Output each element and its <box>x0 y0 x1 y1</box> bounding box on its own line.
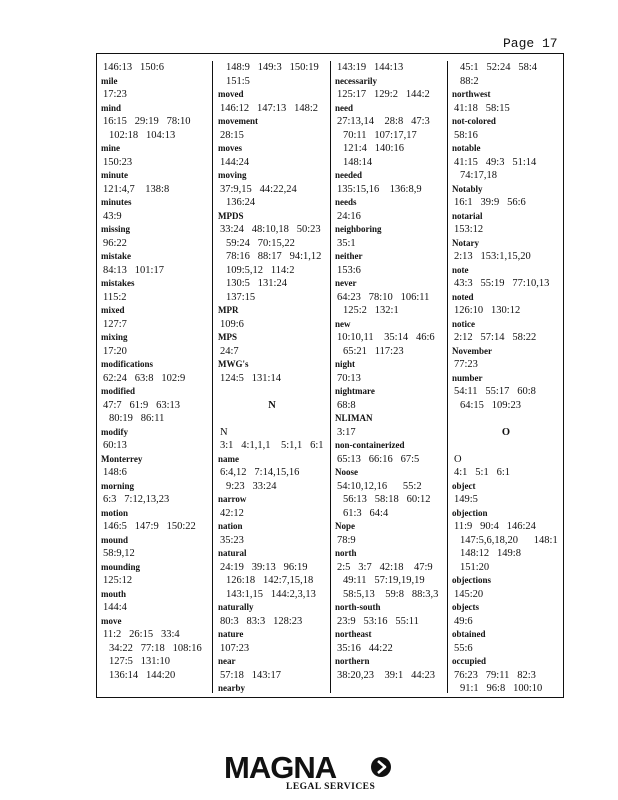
index-term: notarial <box>452 210 483 221</box>
index-column-1 <box>101 61 209 682</box>
index-term: November <box>452 345 492 356</box>
index-term: northern <box>335 656 370 666</box>
index-term: Nope <box>335 521 355 531</box>
page-reference-continued: 74:17,18 <box>460 170 498 181</box>
page-reference: 47:7 61:9 63:13 <box>103 399 181 411</box>
index-term: notable <box>452 143 481 153</box>
index-column-4 <box>452 61 560 696</box>
page-reference: 3:1 4:1,1,1 5:1,1 6:1 <box>220 440 324 451</box>
page-reference-continued: 136:14 144:20 <box>109 669 176 681</box>
page-reference: 127:7 <box>103 318 127 330</box>
page-reference: 143:19 144:13 <box>337 62 404 73</box>
page-reference: 54:11 55:17 60:8 <box>454 386 536 397</box>
logo-wordmark: MAGNA <box>224 750 337 785</box>
page-reference-continued: 127:5 131:10 <box>109 656 170 667</box>
page-reference-continued: 91:1 96:8 100:10 <box>460 683 543 694</box>
page-reference-continued: 151:20 <box>460 561 490 573</box>
page-reference-continued: 148:9 149:3 150:19 <box>226 62 319 73</box>
page-reference: 153:6 <box>337 264 361 276</box>
page-reference: 3:17 <box>337 426 356 438</box>
page-reference: 135:15,16 136:8,9 <box>337 183 422 195</box>
index-term: obtained <box>452 629 486 639</box>
index-term: moved <box>218 89 244 99</box>
index-term: mound <box>101 534 129 545</box>
index-term: Notary <box>452 237 479 248</box>
page-reference-continued: 137:15 <box>226 291 256 303</box>
column-divider <box>330 61 331 693</box>
page-reference: 80:3 83:3 128:23 <box>220 615 303 627</box>
index-term: mixing <box>101 332 128 342</box>
page-reference: 43:9 <box>103 210 122 222</box>
page-reference: 42:12 <box>220 507 244 519</box>
index-term: mouth <box>101 588 127 599</box>
index-term: nightmare <box>335 386 375 396</box>
section-letter-heading: O <box>501 426 511 438</box>
page-reference: 2:12 57:14 58:22 <box>454 332 537 343</box>
page-reference-continued: 59:24 70:15,22 <box>226 237 295 249</box>
index-term: modifications <box>101 359 154 369</box>
page-reference: 57:18 143:17 <box>220 669 281 681</box>
page-reference-continued: 147:5,6,18,20 148:1 <box>460 534 558 546</box>
page-reference: 10:10,11 35:14 46:6 <box>337 332 435 343</box>
page-reference-continued: 148:12 149:8 <box>460 548 521 559</box>
page-reference-continued: 109:5,12 114:2 <box>226 264 295 276</box>
index-term: naturally <box>218 602 254 612</box>
page-reference: 109:6 <box>220 318 244 330</box>
page-reference: 41:18 58:15 <box>454 102 510 114</box>
index-term: never <box>335 278 357 288</box>
page-reference: 11:9 90:4 146:24 <box>454 521 536 532</box>
blank-line <box>218 385 326 399</box>
index-term: northeast <box>335 629 372 639</box>
page-reference: 146:12 147:13 148:2 <box>220 102 319 114</box>
page-reference: 96:22 <box>103 237 127 249</box>
page-reference-continued: 45:1 52:24 58:4 <box>460 62 538 73</box>
page-reference: 149:5 <box>454 494 478 505</box>
page-reference: 153:12 <box>454 224 484 235</box>
index-term: moves <box>218 143 242 153</box>
page-reference-continued: 102:18 104:13 <box>109 129 176 141</box>
index-term: neither <box>335 251 363 261</box>
page-reference: 62:24 63:8 102:9 <box>103 372 186 384</box>
page-reference-continued: 34:22 77:18 108:16 <box>109 642 202 654</box>
index-term: modify <box>101 426 128 437</box>
index-term: modified <box>101 386 136 396</box>
page-reference-continued: 70:11 107:17,17 <box>343 129 417 141</box>
index-term: nation <box>218 521 243 531</box>
page-reference: 49:6 <box>454 615 473 627</box>
page-reference: 58:16 <box>454 129 478 141</box>
page-reference: 146:13 150:6 <box>103 62 164 73</box>
page-reference: 54:10,12,16 55:2 <box>337 480 422 492</box>
index-term: needs <box>335 197 357 207</box>
page-reference-continued: 136:24 <box>226 197 256 208</box>
page-reference: 64:23 78:10 106:11 <box>337 291 430 303</box>
page-reference: 33:24 48:10,18 50:23 <box>220 224 321 235</box>
index-term: north-south <box>335 602 381 612</box>
index-term: object <box>452 480 476 491</box>
page-reference-continued: 65:21 117:23 <box>343 345 404 357</box>
index-column-3 <box>335 61 443 682</box>
index-term: new <box>335 318 351 329</box>
index-term: minute <box>101 170 128 180</box>
index-term: near <box>218 656 236 666</box>
page-reference: 70:13 <box>337 372 361 384</box>
blank-line <box>452 439 560 453</box>
index-term: mine <box>101 143 120 153</box>
page-reference: 146:5 147:9 150:22 <box>103 521 196 532</box>
page-reference: 24:7 <box>220 345 239 357</box>
index-term: missing <box>101 224 131 234</box>
page-reference: 28:15 <box>220 129 244 141</box>
page-reference: 2:5 3:7 42:18 47:9 <box>337 561 433 573</box>
page-reference: 145:20 <box>454 588 484 600</box>
page-reference: 115:2 <box>103 291 127 303</box>
page-reference-continued: 49:11 57:19,19,19 <box>343 575 425 586</box>
index-term: mixed <box>101 305 125 315</box>
page-reference: 125:12 <box>103 575 133 586</box>
page-reference-continued: 151:5 <box>226 75 250 87</box>
index-term: north <box>335 548 357 558</box>
page-reference: 107:23 <box>220 642 250 654</box>
page-reference: 124:5 131:14 <box>220 372 281 384</box>
page-reference: 41:15 49:3 51:14 <box>454 156 537 168</box>
index-term: moving <box>218 170 247 180</box>
index-term: note <box>452 264 469 275</box>
index-term: MPS <box>218 332 237 342</box>
index-term: objection <box>452 507 488 518</box>
page-reference: 121:4,7 138:8 <box>103 183 170 195</box>
index-term: minutes <box>101 197 132 207</box>
index-term: Noose <box>335 467 358 477</box>
column-divider <box>447 61 448 693</box>
section-letter-heading: N <box>268 399 276 411</box>
page-reference-continued: 130:5 131:24 <box>226 278 287 289</box>
page-reference: 2:13 153:1,15,20 <box>454 251 531 262</box>
page-reference: 35:16 44:22 <box>337 642 393 654</box>
index-term: narrow <box>218 494 247 504</box>
page-reference-continued: 78:16 88:17 94:1,12 <box>226 251 322 262</box>
page-reference: 78:9 <box>337 534 356 546</box>
index-term: need <box>335 102 353 113</box>
page-reference-continued: 56:13 58:18 60:12 <box>343 494 431 505</box>
page-reference: 35:1 <box>337 237 356 249</box>
index-term: nearby <box>218 683 245 693</box>
blank-line <box>452 412 560 426</box>
page-reference: 23:9 53:16 55:11 <box>337 615 419 627</box>
index-term: northwest <box>452 89 491 99</box>
index-term: mistake <box>101 251 131 261</box>
page-reference: 58:9,12 <box>103 548 135 559</box>
index-term: Monterrey <box>101 453 143 464</box>
index-term: nature <box>218 629 244 639</box>
page-reference: 68:8 <box>337 399 356 411</box>
page-reference: 38:20,23 39:1 44:23 <box>337 669 436 681</box>
page-reference-continued: 88:2 <box>460 75 479 87</box>
index-term: not-colored <box>452 116 496 126</box>
index-term: neighboring <box>335 224 382 234</box>
page-reference: O <box>454 453 462 465</box>
page-reference: 37:9,15 44:22,24 <box>220 183 297 195</box>
index-term: number <box>452 372 483 383</box>
index-term: name <box>218 453 239 464</box>
index-term: MPR <box>218 305 239 315</box>
index-term: MPDS <box>218 210 244 221</box>
index-term: needed <box>335 170 362 180</box>
page-reference: 77:23 <box>454 359 478 370</box>
index-term: NLIMAN <box>335 413 373 423</box>
page-reference: N <box>220 426 228 438</box>
page-reference: 144:4 <box>103 602 127 613</box>
page-reference: 150:23 <box>103 156 133 168</box>
index-term: MWG's <box>218 359 249 369</box>
index-term: mistakes <box>101 278 135 288</box>
index-term: occupied <box>452 656 487 666</box>
page-reference: 17:20 <box>103 345 127 357</box>
page-reference: 4:1 5:1 6:1 <box>454 467 511 478</box>
page-reference: 144:24 <box>220 156 250 168</box>
page-reference: 27:13,14 28:8 47:3 <box>337 116 430 127</box>
page-reference: 24:19 39:13 96:19 <box>220 561 308 573</box>
page-reference: 148:6 <box>103 467 127 478</box>
index-term: night <box>335 359 356 369</box>
page-reference: 55:6 <box>454 642 473 654</box>
index-column-2 <box>218 61 326 696</box>
page-reference-continued: 58:5,13 59:8 88:3,3 <box>343 588 439 600</box>
page-reference: 126:10 130:12 <box>454 305 521 316</box>
page-reference: 76:23 79:11 82:3 <box>454 669 536 681</box>
index-term: objects <box>452 602 479 612</box>
page-reference: 84:13 101:17 <box>103 264 164 276</box>
page-number: Page 17 <box>503 36 558 51</box>
page-reference: 43:3 55:19 77:10,13 <box>454 278 550 289</box>
page-reference: 6:4,12 7:14,15,16 <box>220 467 300 478</box>
index-term: mile <box>101 75 118 86</box>
blank-line <box>218 412 326 426</box>
index-term: necessarily <box>335 75 377 86</box>
index-term: noted <box>452 291 474 302</box>
index-term: mind <box>101 102 122 113</box>
page-reference-continued: 80:19 86:11 <box>109 413 165 424</box>
index-term: morning <box>101 480 135 491</box>
index-term: mounding <box>101 561 141 572</box>
page-reference: 11:2 26:15 33:4 <box>103 629 180 640</box>
page-reference: 24:16 <box>337 210 361 222</box>
page-reference-continued: 148:14 <box>343 156 373 168</box>
chevron-right-circle-icon <box>370 756 392 778</box>
index-term: movement <box>218 116 258 126</box>
index-term: notice <box>452 318 475 329</box>
column-divider <box>212 61 213 693</box>
page-reference-continued: 64:15 109:23 <box>460 399 521 411</box>
page-reference-continued: 143:1,15 144:2,3,13 <box>226 588 316 600</box>
logo-subtitle: LEGAL SERVICES <box>286 782 376 792</box>
page-reference: 16:15 29:19 78:10 <box>103 116 191 127</box>
page-reference-continued: 9:23 33:24 <box>226 480 277 492</box>
page-reference: 6:3 7:12,13,23 <box>103 494 170 505</box>
page-reference-continued: 126:18 142:7,15,18 <box>226 575 314 586</box>
page-reference: 125:17 129:2 144:2 <box>337 89 430 100</box>
page-reference-continued: 125:2 132:1 <box>343 305 399 316</box>
index-term: motion <box>101 507 128 518</box>
page-reference: 17:23 <box>103 89 127 100</box>
index-term: non-containerized <box>335 440 405 450</box>
index-term: objections <box>452 575 491 585</box>
page-reference: 35:23 <box>220 534 244 546</box>
index-term: move <box>101 615 122 626</box>
page-reference-continued: 121:4 140:16 <box>343 143 404 154</box>
magna-logo <box>224 752 404 792</box>
index-term: natural <box>218 548 247 558</box>
page-reference: 65:13 66:16 67:5 <box>337 453 420 465</box>
index-term: Notably <box>452 183 483 194</box>
page-reference-continued: 61:3 64:4 <box>343 507 389 519</box>
page-reference: 60:13 <box>103 440 127 451</box>
page-reference: 16:1 39:9 56:6 <box>454 197 526 208</box>
